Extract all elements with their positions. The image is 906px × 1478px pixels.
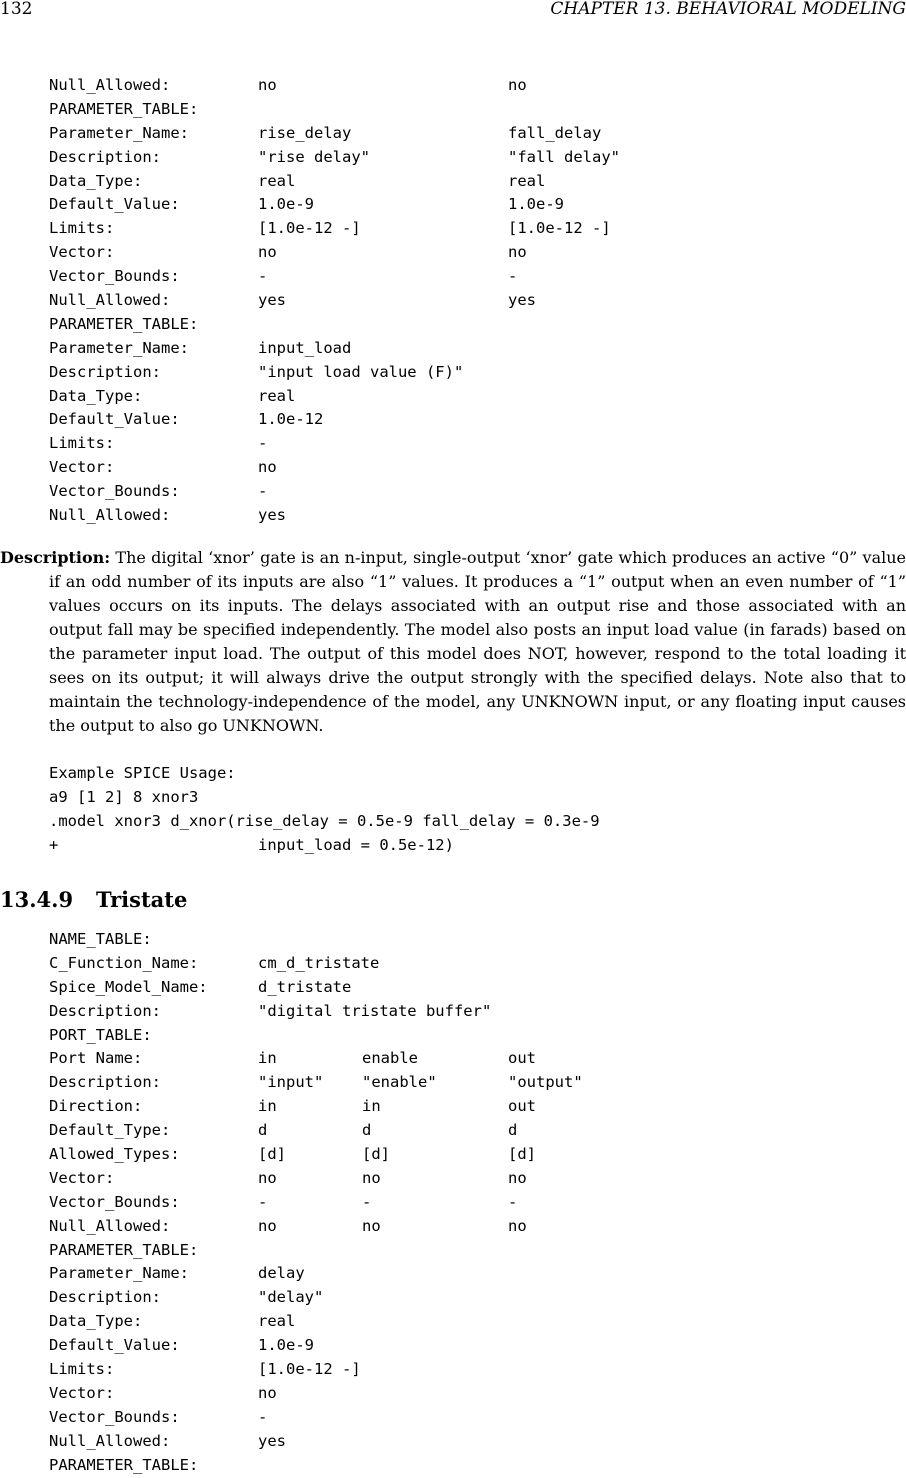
table-row-cell: Limits: [49,219,115,238]
table-row-cell: Data_Type: [49,386,143,405]
table-row-cell: fall_delay [508,123,602,142]
table-row-cell: Null_Allowed: [49,76,171,94]
table-row-cell: - [508,1192,518,1211]
table-row-cell: NAME_TABLE: [49,930,152,948]
table-row-cell: - [258,482,268,501]
table-row-cell: cm_d_tristate [258,953,380,972]
table-row-cell: no [362,1216,381,1235]
table-row-cell: no [508,76,527,94]
section-number: 13.4.9 [0,887,74,912]
description-text: The digital ‘xnor’ gate is an n-input, single-output ‘xnor’ gate which produces an active “0” value if an odd number of its inputs are also “1” values. It produces a “1” output when an even number of “1” values occurs on its inputs. The delays associated with an output rise and those associated with an output fall may be specified independently. The model also posts an input load value (in farads) based on the parameter input load. The output of this model does NOT, however, respond to the total loading it sees on its output; it will always drive the output strongly with the specified delays. Note also that to maintain the technology-independence of the model, any UNKNOWN input, or any floating input causes the output to also go UNKNOWN. [49,548,906,735]
table-row-cell: enable [362,1049,418,1068]
table-row-cell: Description: [49,1001,161,1020]
chapter-title: CHAPTER 13. BEHAVIORAL MODELING [550,0,906,19]
table-row-cell: yes [258,1431,286,1450]
table-row-cell: Description: [49,1073,161,1092]
table-row-cell: [d] [258,1145,286,1164]
table-row-cell: - [362,1192,372,1211]
table-row-cell: Limits: [49,1360,115,1379]
table-row-cell: real [258,171,296,190]
table-row-cell: PARAMETER_TABLE: [49,1455,199,1474]
table-row-cell: real [508,171,546,190]
table-row-cell: no [258,458,277,477]
table-row-cell: yes [258,506,286,525]
section-title: Tristate [96,887,188,912]
table-row-cell: - [258,1192,268,1211]
table-row-cell: no [258,76,277,94]
table-row-cell: input_load [258,338,352,357]
table-row-cell: [d] [362,1145,390,1164]
table-row-cell: "delay" [258,1288,324,1307]
table-row-cell: - [258,434,268,453]
table-row-cell: "digital tristate buffer" [258,1001,492,1020]
table-row-cell: PARAMETER_TABLE: [49,99,199,118]
table-row-cell: out [508,1049,536,1068]
table-row-cell: [1.0e-12 -] [258,1360,361,1379]
example-line-cell: .model xnor3 d_xnor(rise_delay = 0.5e-9 fall_delay = 0.3e-9 [49,811,600,830]
table-row-cell: "rise delay" [258,147,370,166]
table-row-cell: Parameter_Name: [49,123,189,142]
table-row-cell: [d] [508,1145,536,1164]
description-paragraph [0,546,906,738]
table-row-cell: out [508,1097,536,1116]
table-row-cell: in [258,1049,277,1068]
example-line-cell: a9 [1 2] 8 xnor3 [49,787,199,806]
table-row-cell: Default_Value: [49,1336,180,1355]
example-line-cell: + [49,835,59,854]
table-row-cell: PARAMETER_TABLE: [49,314,199,333]
table-row-cell: [1.0e-12 -] [508,219,611,238]
table-row-cell: 1.0e-12 [258,410,324,429]
table-row-cell: 1.0e-9 [258,195,314,214]
table-row-cell: no [258,1168,277,1187]
table-row-cell: Null_Allowed: [49,1216,171,1235]
description-term: Description: [0,548,111,567]
table-row-cell: Vector: [49,243,115,262]
table-row-cell: Description: [49,362,161,381]
table-row-cell: Vector: [49,1168,115,1187]
table-row-cell: d [508,1121,518,1140]
table-row-cell: 1.0e-9 [258,1336,314,1355]
table-row-cell: d [362,1121,372,1140]
table-row-cell: Parameter_Name: [49,338,189,357]
table-row-cell: Description: [49,1288,161,1307]
table-row-cell: PORT_TABLE: [49,1025,152,1044]
table-row-cell: Vector_Bounds: [49,267,180,286]
table-row-cell: Vector: [49,458,115,477]
table-row-cell: d_tristate [258,977,352,996]
table-row-cell: Port Name: [49,1049,143,1068]
table-row-cell: real [258,1312,296,1331]
table-row-cell: in [258,1097,277,1116]
table-row-cell: Data_Type: [49,1312,143,1331]
table-row-cell: Limits: [49,434,115,453]
table-row-cell: - [508,267,518,286]
table-row-cell: Default_Value: [49,195,180,214]
table-row-cell: no [508,243,527,262]
table-row-cell: - [258,1407,268,1426]
table-row-cell: no [258,243,277,262]
table-row-cell: Description: [49,147,161,166]
table-row-cell: Vector_Bounds: [49,1192,180,1211]
table-row-cell: real [258,386,296,405]
table-row-cell: in [362,1097,381,1116]
table-row-cell: no [508,1216,527,1235]
table-row-cell: Null_Allowed: [49,1431,171,1450]
table-row-cell: Data_Type: [49,171,143,190]
table-row-cell: "fall delay" [508,147,620,166]
table-row-cell: Direction: [49,1097,143,1116]
table-row-cell: "output" [508,1073,583,1092]
table-row-cell: yes [258,291,286,310]
table-row-cell: - [258,267,268,286]
table-row-cell: yes [508,291,536,310]
section-heading [0,886,187,914]
table-row-cell: d [258,1121,268,1140]
table-row-cell: no [362,1168,381,1187]
table-row-cell: 1.0e-9 [508,195,564,214]
table-row-cell: [1.0e-12 -] [258,219,361,238]
table-row-cell: Vector_Bounds: [49,482,180,501]
table-row-cell: Null_Allowed: [49,506,171,525]
example-line-cell: Example SPICE Usage: [49,764,236,782]
table-row-cell: no [258,1383,277,1402]
page-number: 132 [0,0,33,19]
table-row-cell: Vector_Bounds: [49,1407,180,1426]
table-row-cell: Parameter_Name: [49,1264,189,1283]
example-line-cell: input_load = 0.5e-12) [258,835,454,854]
table-row-cell: rise_delay [258,123,352,142]
table-row-cell: PARAMETER_TABLE: [49,1240,199,1259]
table-row-cell: Null_Allowed: [49,291,171,310]
page-header [0,0,906,22]
table-row-cell: Default_Value: [49,410,180,429]
table-row-cell: C_Function_Name: [49,953,199,972]
table-row-cell: Vector: [49,1383,115,1402]
table-row-cell: delay [258,1264,305,1283]
table-row-cell: "input" [258,1073,324,1092]
table-row-cell: "input load value (F)" [258,362,464,381]
description-section [0,546,906,738]
table-row-cell: no [258,1216,277,1235]
table-row-cell: Spice_Model_Name: [49,977,208,996]
table-row-cell: "enable" [362,1073,437,1092]
table-row-cell: Allowed_Types: [49,1145,180,1164]
table-row-cell: Default_Type: [49,1121,171,1140]
table-row-cell: no [508,1168,527,1187]
